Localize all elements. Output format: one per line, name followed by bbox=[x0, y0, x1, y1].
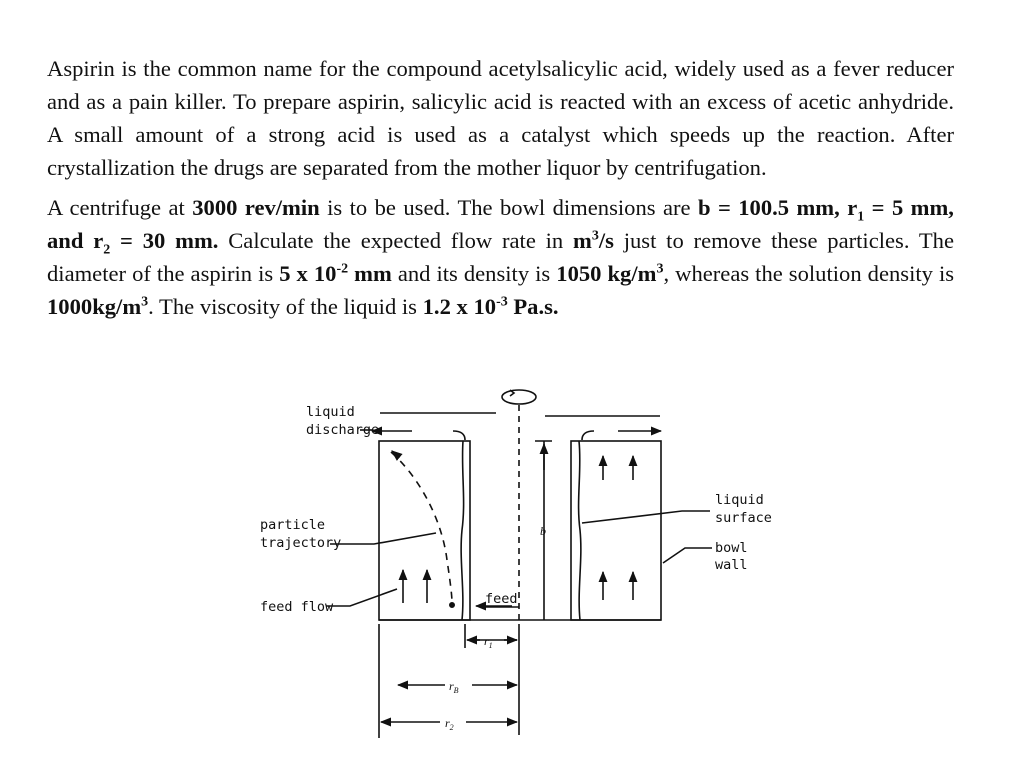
label-liquid-discharge-1: liquid bbox=[306, 404, 355, 420]
solution-density-text: 1000kg/m bbox=[47, 294, 142, 319]
text-run: just to remove these particles. The diameter of the aspirin is bbox=[47, 228, 954, 286]
diameter-text: 5 x 10 bbox=[279, 261, 337, 286]
density-text: 1050 kg/m bbox=[556, 261, 657, 286]
flow-unit-s: /s bbox=[598, 228, 614, 253]
label-bowl-wall-1: bowl bbox=[715, 540, 748, 556]
diameter-value bbox=[279, 261, 392, 286]
bowl-height-text: b = 100.5 mm, r bbox=[697, 195, 858, 220]
liquid-surface-left bbox=[461, 441, 463, 620]
r1-letter: r bbox=[484, 634, 489, 648]
rotation-icon bbox=[502, 390, 536, 404]
liquid-surface-right bbox=[579, 441, 581, 620]
leader-particle-trajectory bbox=[330, 533, 436, 544]
r2-letter: r bbox=[445, 716, 450, 730]
diameter-unit: mm bbox=[348, 261, 392, 286]
particle-trajectory-line bbox=[391, 452, 452, 603]
diameter-exp: -2 bbox=[336, 261, 349, 277]
discharge-hook-left bbox=[453, 431, 465, 440]
label-liquid-surface-1: liquid bbox=[715, 492, 764, 508]
label-feed-flow: feed flow bbox=[260, 599, 334, 615]
label-b: b bbox=[540, 524, 546, 538]
flow-unit-sup: 3 bbox=[591, 228, 599, 244]
subscript-1: 1 bbox=[857, 209, 865, 225]
text-run: is to be used. The bowl dimensions are bbox=[319, 195, 698, 220]
text-run: and its density is bbox=[391, 261, 557, 286]
label-feed: feed bbox=[485, 591, 518, 607]
bowl-right bbox=[571, 441, 661, 620]
label-bowl-wall-2: wall bbox=[715, 557, 748, 573]
flow-unit-m: m bbox=[573, 228, 592, 253]
particle-dot bbox=[450, 603, 454, 607]
r2-subscript: 2 bbox=[449, 723, 454, 732]
r1-value: = 5 mm, and r bbox=[47, 195, 954, 253]
text-run: . The viscosity of the liquid is bbox=[148, 294, 423, 319]
leader-bowl-wall bbox=[663, 548, 712, 563]
flow-unit bbox=[573, 228, 614, 253]
centrifuge-diagram bbox=[230, 378, 790, 760]
solution-density-value bbox=[47, 294, 148, 319]
paragraph-intro: Aspirin is the common name for the compound acetylsalicylic acid, widely used as a fever reducer and as a pain killer. To prepare aspirin, salicylic acid is reacted with an excess of acetic anhydride. A small amount of a strong acid is used as a catalyst which speeds up the reaction. After crystallization the drugs are separated from the mother liquor by centrifugation. bbox=[47, 56, 954, 180]
label-r1 bbox=[484, 634, 493, 650]
label-liquid-discharge-2: discharge bbox=[306, 422, 380, 438]
density-value bbox=[556, 261, 663, 286]
solution-density-exp: 3 bbox=[141, 294, 149, 310]
label-rB bbox=[449, 679, 459, 695]
leader-liquid-surface bbox=[582, 511, 710, 523]
label-particle-trajectory-2: trajectory bbox=[260, 535, 342, 551]
speed-value: 3000 rev/min bbox=[192, 195, 320, 220]
discharge-hook-right bbox=[582, 431, 594, 440]
label-particle-trajectory-1: particle bbox=[260, 517, 326, 533]
leader-feed-flow bbox=[326, 589, 397, 606]
viscosity-exp: -3 bbox=[496, 294, 508, 310]
bowl-left bbox=[379, 441, 470, 620]
r2-value: = 30 mm. bbox=[110, 228, 219, 253]
text-run: Calculate the expected flow rate in bbox=[218, 228, 574, 253]
viscosity-value bbox=[423, 294, 559, 319]
rB-subscript: B bbox=[453, 686, 459, 695]
r1-subscript: 1 bbox=[488, 641, 493, 650]
density-exp: 3 bbox=[656, 261, 664, 277]
subscript-2: 2 bbox=[103, 242, 111, 258]
viscosity-unit: Pa.s. bbox=[507, 294, 559, 319]
problem-text bbox=[47, 52, 954, 323]
viscosity-text: 1.2 x 10 bbox=[422, 294, 497, 319]
paragraph-question bbox=[47, 191, 954, 323]
text-run: , whereas the solution density is bbox=[663, 261, 955, 286]
label-liquid-surface-2: surface bbox=[715, 510, 772, 526]
rB-letter: r bbox=[449, 679, 454, 693]
text-run: A centrifuge at bbox=[47, 195, 193, 220]
label-r2 bbox=[445, 716, 454, 732]
